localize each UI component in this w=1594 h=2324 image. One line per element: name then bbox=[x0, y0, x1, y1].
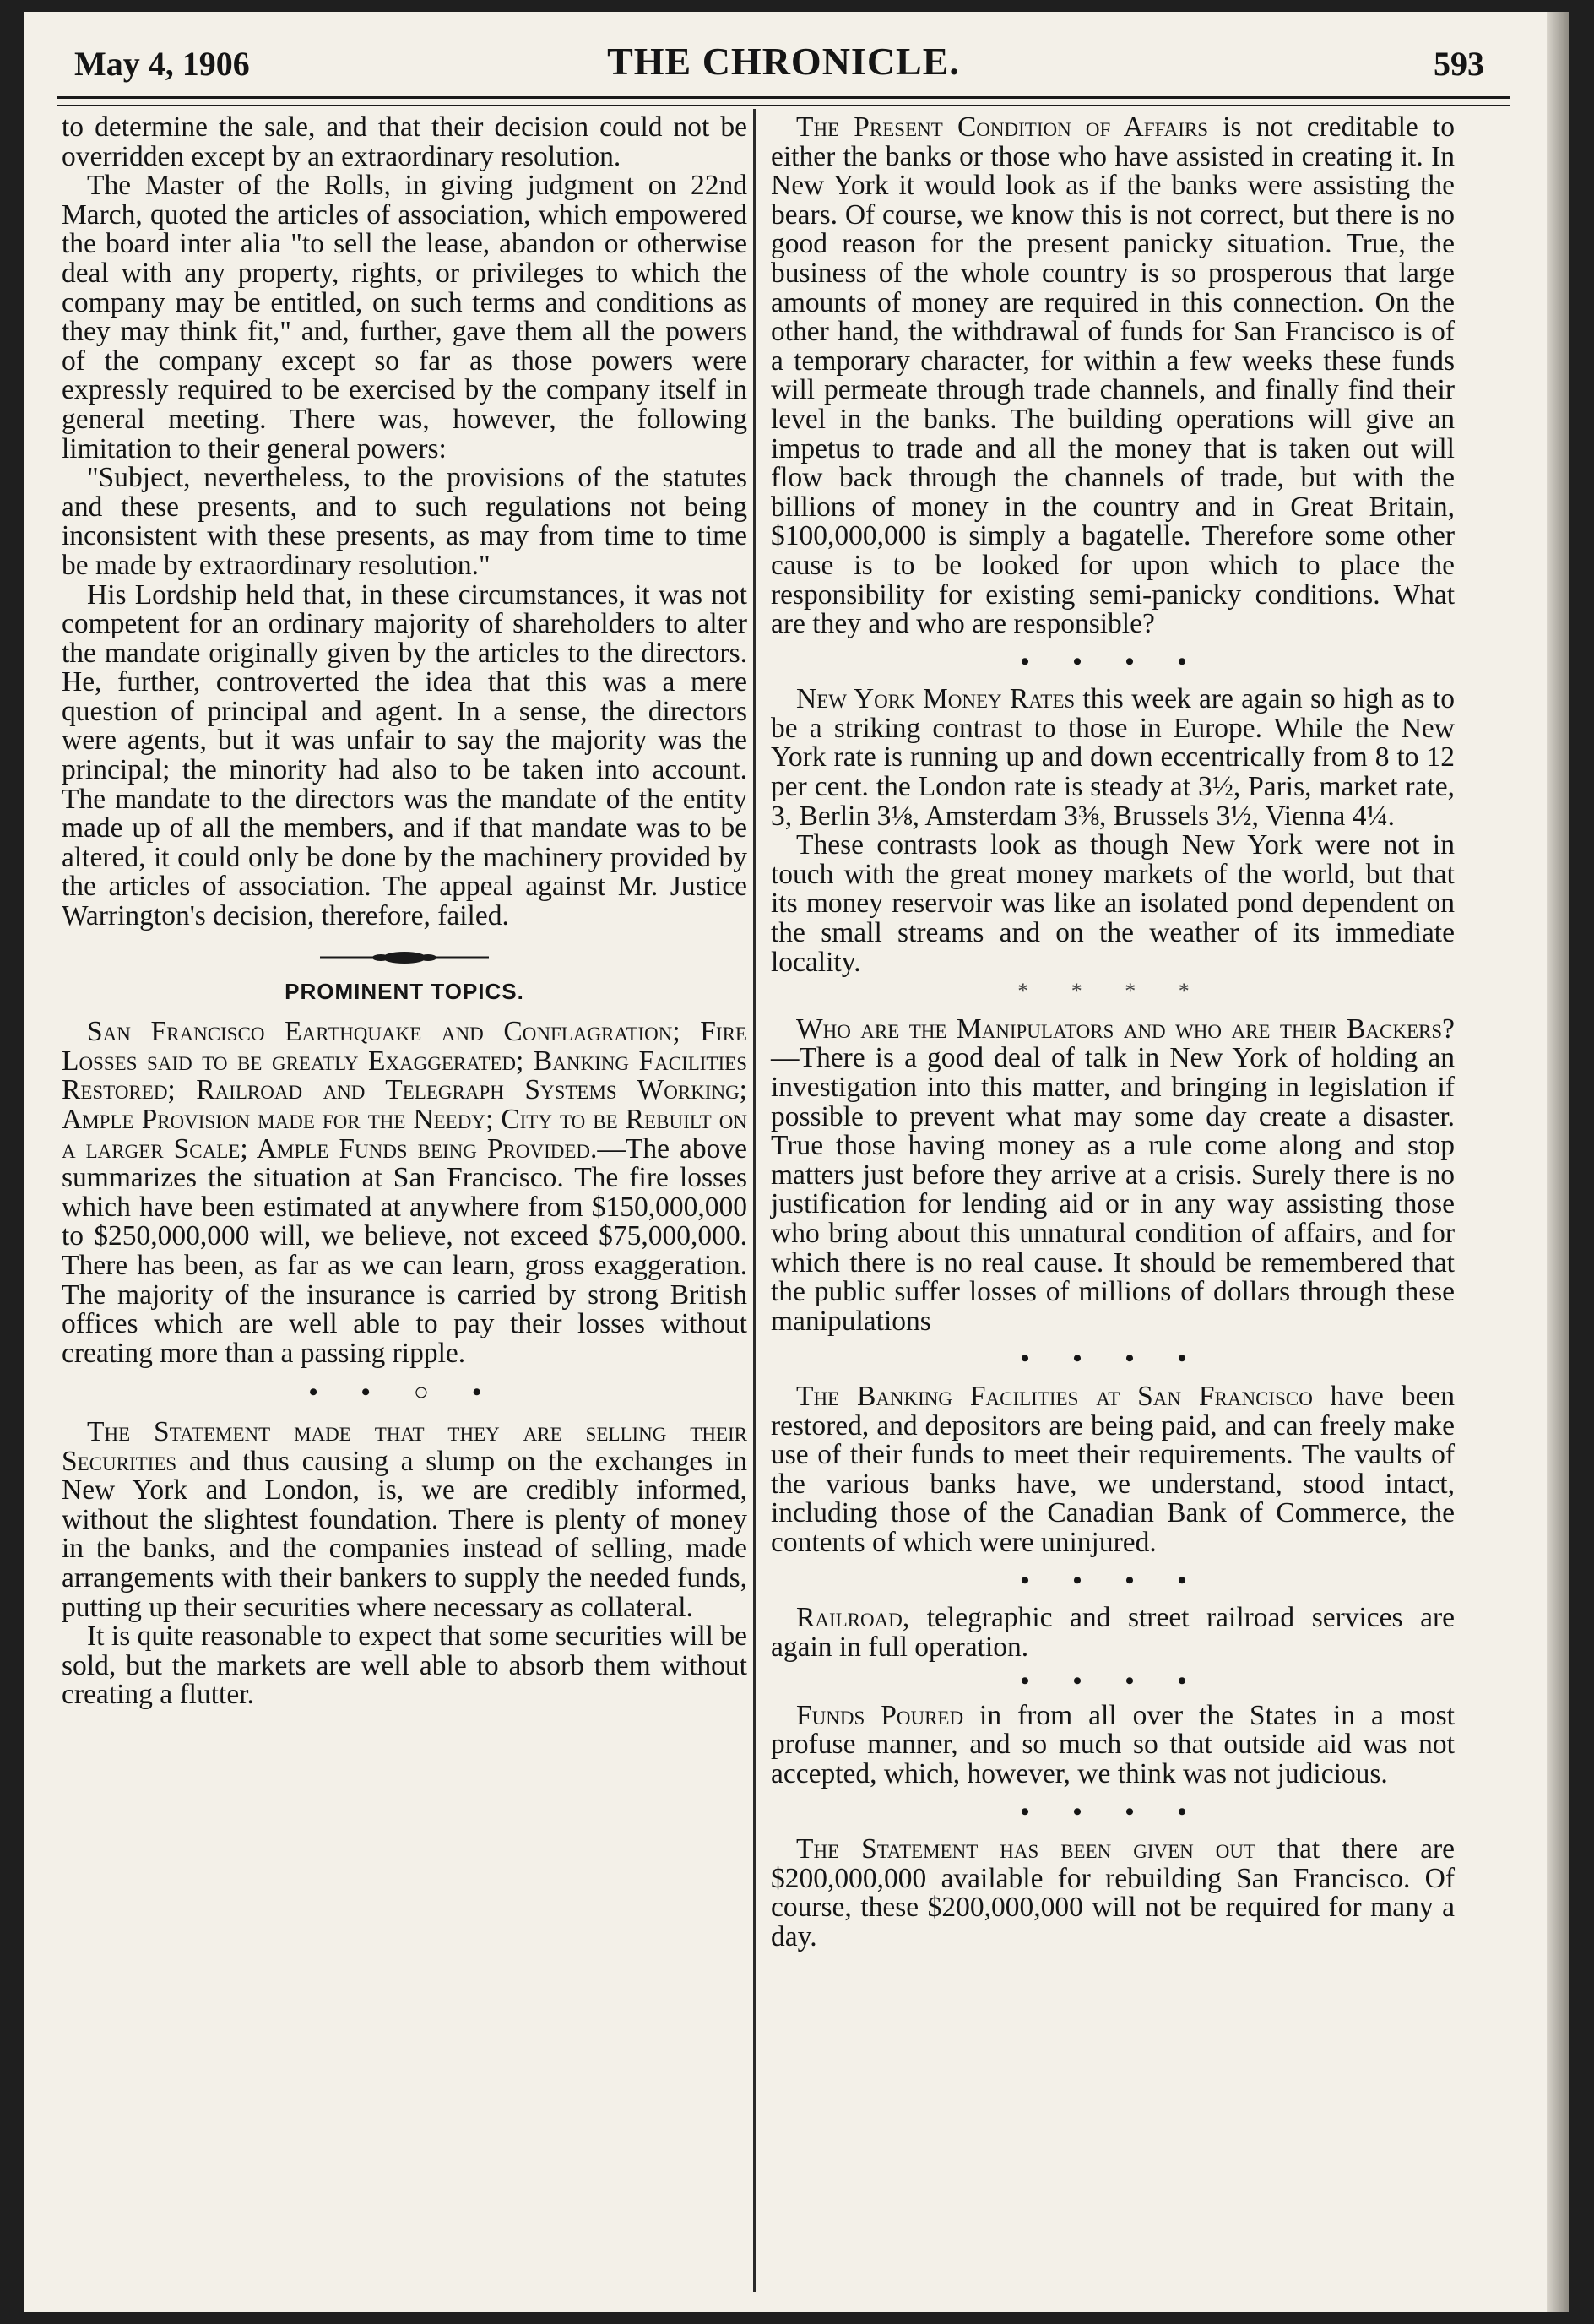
topic-lead: Who are the Manipulators and who are their Backers? bbox=[796, 1013, 1455, 1045]
header-rule-bottom bbox=[57, 105, 1510, 106]
topic-body: —The above summarizes the situation at San Francisco. The fire losses which have been estimated at anywhere from $150,000,000 to $250,000,000 will, we believe, not exceed $75,000,000. There has been, as far as we can learn, gross exaggeration. The majority of the insurance is carried by strong British offices which are well able to pay their losses without creating more than a passing ripple. bbox=[62, 1132, 747, 1369]
page-edge-shadow bbox=[1547, 12, 1569, 2312]
header-title: THE CHRONICLE. bbox=[607, 40, 960, 83]
section-heading: PROMINENT TOPICS. bbox=[285, 978, 524, 1004]
topic-paragraph bbox=[62, 1415, 747, 1623]
topic-body: and thus causing a slump on the exchanges in New York and London, is, we are credibly informed, without the slightest foundation. There is plenty of money in the banks, and the companies instead of selling, made arrangements with their bankers to supply the needed funds, putting up their securities where necessary as collateral. bbox=[62, 1445, 747, 1623]
paragraph: to determine the sale, and that their decision could not be overridden except by an extraordinary resolution. bbox=[62, 111, 747, 172]
topic-paragraph bbox=[771, 1604, 1455, 1662]
topic-body: that there are $200,000,000 available for rebuilding San Francisco. Of course, these $200,000,000 will not be required for many a day. bbox=[771, 1833, 1456, 1953]
topic-paragraph bbox=[771, 1382, 1455, 1558]
topic-body: have been restored, and depositors are being paid, and can freely make use of their funds to meet their requirements. The vaults of the various banks have, we understand, stood intact, including those of the Canadian Bank of Commerce, the contents of which were uninjured. bbox=[771, 1380, 1455, 1558]
quotation: "Subject, nevertheless, to the provisions of the statutes and these presents, and to such regulations not being inconsistent with these presents, as may from time to time be made by extraordinary resolution." bbox=[62, 462, 747, 581]
topic-body: telegraphic and street railroad services are again in full operation. bbox=[771, 1602, 1455, 1663]
header-page-number: 593 bbox=[1434, 45, 1484, 83]
topic-lead: The Present Condition of Affairs bbox=[796, 111, 1209, 143]
topic-body: is not creditable to either the banks or those who have assisted in creating it. In New York it would look as if the banks were assisting the bears. Of course, we know this is not correct, but there is no good reason for the present panicky situation. True, the business of the whole country is so prosperous that large amounts of money are required in this connection. On the other hand, the withdrawal of funds for San Francisco is of a temporary character, for within a few weeks these funds will permeate through trade channels, and finally find their level in the banks. The building operations will give an impetus to trade and all the money that is taken out will flow back through the channels of trade, but with the billions of money in the country and in Great Britain, $100,000,000 is simply a bagatelle. Therefore some other cause is to be looked for upon which to place the responsibility for existing semi-panicky conditions. What are they and who are responsible? bbox=[771, 111, 1455, 640]
separator: • • • • bbox=[1020, 1344, 1206, 1373]
topic-lead: The Statement made that they are selling their Securities bbox=[62, 1415, 747, 1477]
topic-body: in from all over the States in a most profuse manner, and so much so that outside aid was not accepted, which, however, we think was not judicious. bbox=[771, 1699, 1455, 1790]
topic-paragraph bbox=[771, 113, 1455, 639]
left-column bbox=[62, 113, 747, 1710]
topic-paragraph bbox=[771, 1835, 1455, 1952]
topic-body: —There is a good deal of talk in New York of holding an investigation into this matter, and bringing in legislation if possible to prevent what may some day create a disaster. True those having money as a rule come along and stop matters just before they arrive at a crisis. Surely there is no justification for lending aid or in any way assisting those who bring about this unnatural condition of affairs, and for which there is no real cause. It should be remembered that the public suffer losses of millions of dollars through these manipulations bbox=[771, 1042, 1455, 1337]
ornament-rule-icon bbox=[320, 950, 489, 965]
separator: • • • • bbox=[1020, 1797, 1206, 1826]
topic-lead: New York Money Rates bbox=[796, 683, 1076, 715]
column-divider bbox=[753, 109, 756, 2292]
right-column bbox=[771, 113, 1455, 1952]
paragraph: It is quite reasonable to expect that some securities will be sold, but the markets are well able to absorb them without creating a flutter. bbox=[62, 1621, 747, 1711]
topic-lead: The Banking Facilities at San Francisco bbox=[796, 1380, 1313, 1412]
newspaper-page bbox=[24, 12, 1569, 2312]
separator: • • • • bbox=[1020, 1566, 1206, 1594]
header-date: May 4, 1906 bbox=[74, 45, 250, 83]
paragraph: The Master of the Rolls, in giving judgment on 22nd March, quoted the articles of association, which empowered the board inter alia "to sell the lease, abandon or otherwise deal with any property, rights, or privileges to which the company may be entitled, on such terms and conditions as they may think fit," and, further, gave them all the powers of the company except so far as those powers were expressly required to be exercised by the company itself in general meeting. There was, however, the following limitation to their general powers: bbox=[62, 170, 747, 464]
topic-paragraph bbox=[771, 1015, 1455, 1337]
separator: * * * * bbox=[1017, 979, 1208, 1004]
topic-paragraph bbox=[771, 1699, 1455, 1790]
header-rule-top bbox=[57, 96, 1510, 99]
separator: • • ○ • bbox=[308, 1378, 501, 1407]
topic-lead: The Statement has been given out bbox=[796, 1833, 1256, 1865]
topic-paragraph bbox=[771, 685, 1455, 831]
topic-lead: Railroad, bbox=[796, 1602, 910, 1634]
page-header bbox=[57, 30, 1510, 90]
paragraph: These contrasts look as though New York were not in touch with the great money markets of the world, but that its money reservoir was like an isolated pond dependent on the small streams and on the weather of its immediate locality. bbox=[771, 829, 1455, 978]
paragraph: His Lordship held that, in these circumstances, it was not competent for an ordinary majority of shareholders to alter the mandate originally given by the articles to the directors. He, further, controverted the idea that this was a mere question of principal and agent. In a sense, the directors were agents, but it was unfair to say the majority was the principal; the minority had also to be taken into account. The mandate to the directors was the mandate of the entity made up of all the members, and if that mandate was to be altered, it could only be done by the machinery provided by the articles of association. The appeal against Mr. Justice Warrington's decision, therefore, failed. bbox=[62, 578, 747, 932]
separator: • • • • bbox=[1020, 647, 1206, 676]
separator: • • • • bbox=[1020, 1667, 1206, 1696]
topic-body: this week are again so high as to be a striking contrast to those in Europe. While the New York rate is running up and down eccentrically from 8 to 12 per cent. the London rate is steady at 3½, Paris, market rate, 3, Berlin 3⅛, Amsterdam 3⅜, Brussels 3½, Vienna 4¼. bbox=[771, 683, 1455, 832]
topic-lead: San Francisco Earthquake and Conflagration; Fire Losses said to be greatly Exaggerated; Banking Facilities Restored; Railroad and Telegraph Systems Working; Ample Provision made for the Needy; City to be Rebuilt on a larger Scale; Ample Funds being Provided. bbox=[62, 1016, 747, 1165]
topic-paragraph bbox=[62, 1018, 747, 1368]
topic-lead: Funds Poured bbox=[796, 1699, 964, 1731]
